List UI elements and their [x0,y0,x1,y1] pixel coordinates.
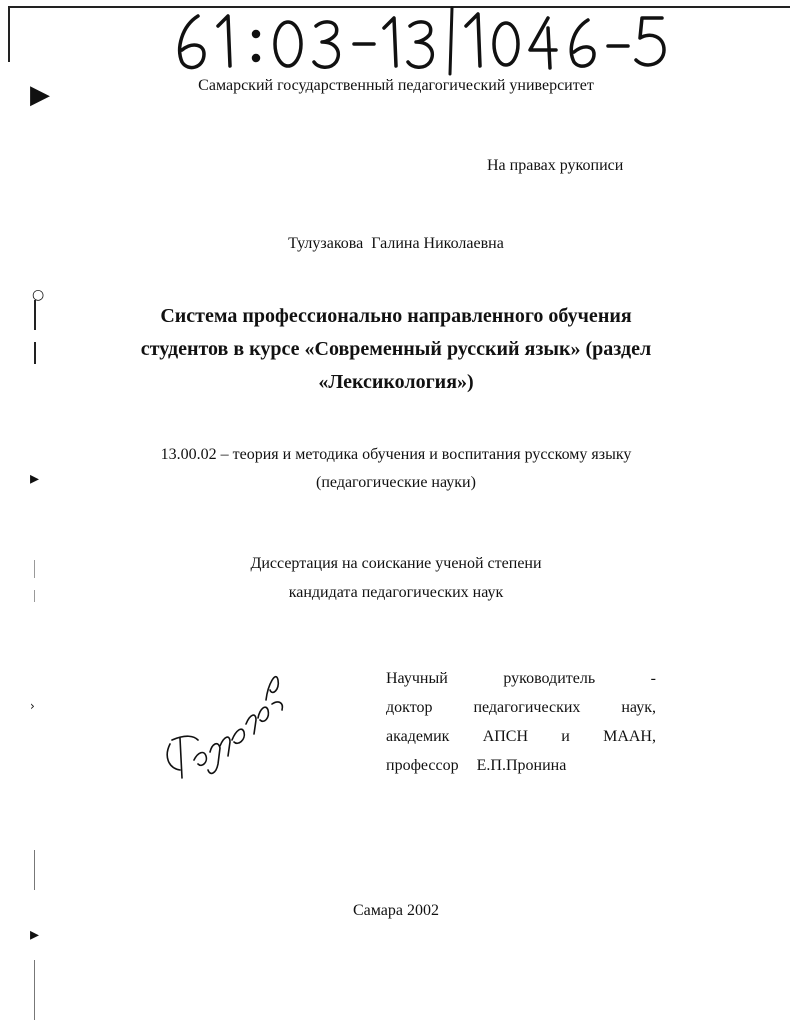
supervisor-name: Е.П.Пронина [476,757,567,774]
supervisor-line [386,722,656,751]
title-line: Система профессионально направленного обучения [160,305,632,327]
scan-margin-mark [34,342,36,364]
handwritten-signature [160,660,290,785]
supervisor-word: наук, [621,699,656,716]
specialty-code: 13.00.02 – теория и методика обучения и воспитания русскому языку [160,446,632,463]
dissertation-title [96,300,696,399]
supervisor-line [386,693,656,722]
binding-hole-icon: ○ [32,287,45,303]
title-line: «Лексикология») [318,371,474,393]
supervisor-word: АПСН [482,728,529,745]
supervisor-word: руководитель [503,670,596,687]
binding-hole-icon: ▸ [30,924,40,945]
university-name: Самарский государственный педагогический университет [198,77,594,94]
scan-margin-mark [34,850,35,890]
supervisor-word: - [650,670,656,687]
supervisor-line [386,664,656,693]
supervisor-word: академик [386,728,450,745]
supervisor-word: профессор [386,757,459,774]
city-and-year: Самара 2002 [353,902,439,919]
supervisor-word: Научный [386,670,448,687]
specialty-block [60,441,732,497]
scan-left-border [8,6,10,62]
binding-hole-icon: ▶ [30,80,50,110]
scan-margin-mark [34,560,35,578]
supervisor-word: педагогических [473,699,581,716]
binding-hole-icon: ▸ [30,468,40,489]
degree-line: кандидата педагогических наук [288,584,504,601]
specialty-field: (педагогические науки) [316,474,476,491]
manuscript-rights-label: На правах рукописи [487,157,624,174]
supervisor-word: МААН, [603,728,656,745]
supervisor-word: доктор [386,699,433,716]
scan-margin-mark [34,300,36,330]
scientific-supervisor-block [386,664,656,780]
degree-statement [96,549,696,607]
supervisor-word: и [561,728,570,745]
handwritten-archive-code [170,4,670,76]
binding-hole-icon: › [30,699,35,713]
scan-margin-mark [34,590,35,602]
supervisor-line [386,751,656,780]
author-name: Тулузакова Галина Николаевна [288,235,504,252]
title-line: студентов в курсе «Современный русский язык» (раздел [140,338,652,360]
degree-line: Диссертация на соискание ученой степени [250,555,542,572]
scan-margin-mark [34,960,35,1020]
